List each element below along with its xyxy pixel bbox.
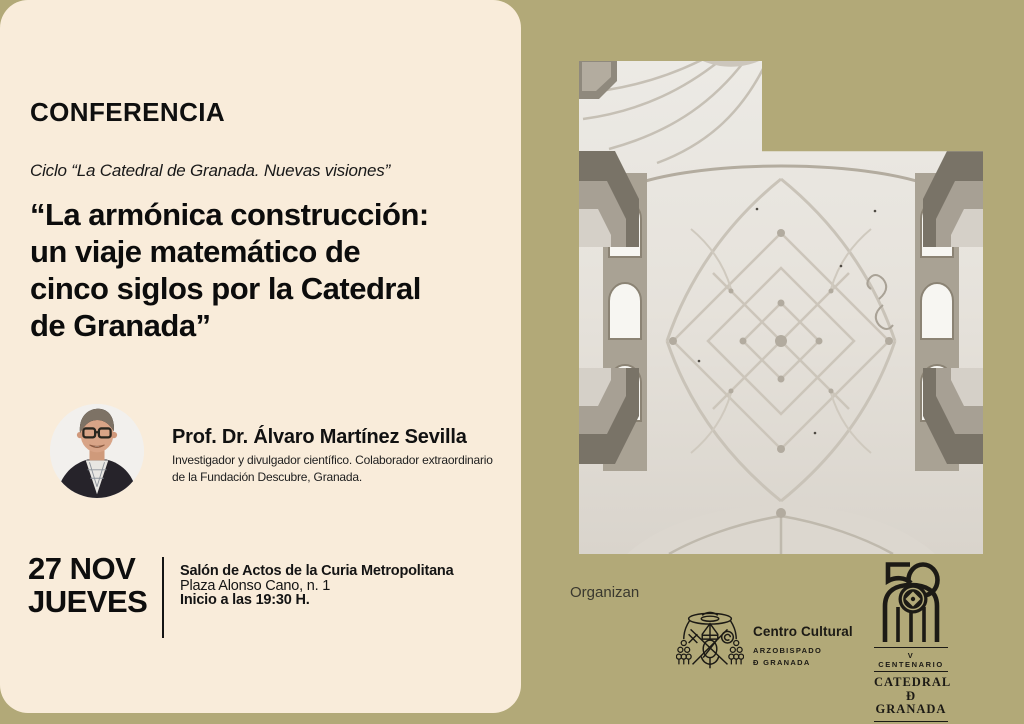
event-time: Inicio a las 19:30 H. <box>180 592 310 608</box>
centenario-50-icon <box>878 560 944 644</box>
title-line: “La armónica construcción: <box>30 197 429 232</box>
centenario-name-line1: CATEDRAL <box>874 675 952 689</box>
title-line: un viaje matemático de <box>30 234 361 269</box>
centro-cultural-sub1: ARZOBISPADO <box>753 646 823 655</box>
cathedral-ceiling-photo <box>579 61 983 554</box>
centro-cultural-sub2: Ð GRANADA <box>753 658 811 667</box>
speaker-bio-line: de la Fundación Descubre, Granada. <box>172 469 362 484</box>
speaker-portrait-illustration <box>50 404 144 498</box>
speaker-photo <box>50 404 144 498</box>
centenario-logo <box>874 560 952 722</box>
event-date <box>28 552 147 618</box>
date-venue-divider <box>162 557 164 638</box>
centro-cultural-text <box>753 624 853 667</box>
event-date-weekday: JUEVES <box>28 584 148 619</box>
centenario-name-line2: Ð GRANADA <box>875 688 947 716</box>
speaker-bio <box>172 452 493 485</box>
title-line: cinco siglos por la Catedral <box>30 271 421 306</box>
cathedral-vault-illustration <box>579 61 983 554</box>
event-venue <box>180 564 453 608</box>
title-line: de Granada” <box>30 308 211 343</box>
centenario-name <box>874 672 952 722</box>
centenario-band: V CENTENARIO <box>874 647 948 672</box>
centro-cultural-emblem-icon <box>676 609 744 677</box>
venue-name: Salón de Actos de la Curia Metropolitana <box>180 563 454 579</box>
event-date-day: 27 NOV <box>28 551 136 586</box>
archbishop-crest-icon <box>676 609 744 677</box>
organizers-label: Organizan <box>570 584 640 601</box>
speaker-name: Prof. Dr. Álvaro Martínez Sevilla <box>172 426 467 448</box>
conference-title <box>30 196 510 344</box>
poster-kicker: CONFERENCIA <box>30 97 226 127</box>
venue-address: Plaza Alonso Cano, n. 1 <box>180 577 331 594</box>
speaker-bio-line: Investigador y divulgador científico. Colaborador extraordinario <box>172 453 493 467</box>
centro-cultural-name: Centro Cultural <box>753 624 853 639</box>
series-subtitle: Ciclo “La Catedral de Granada. Nuevas visiones” <box>30 161 391 180</box>
